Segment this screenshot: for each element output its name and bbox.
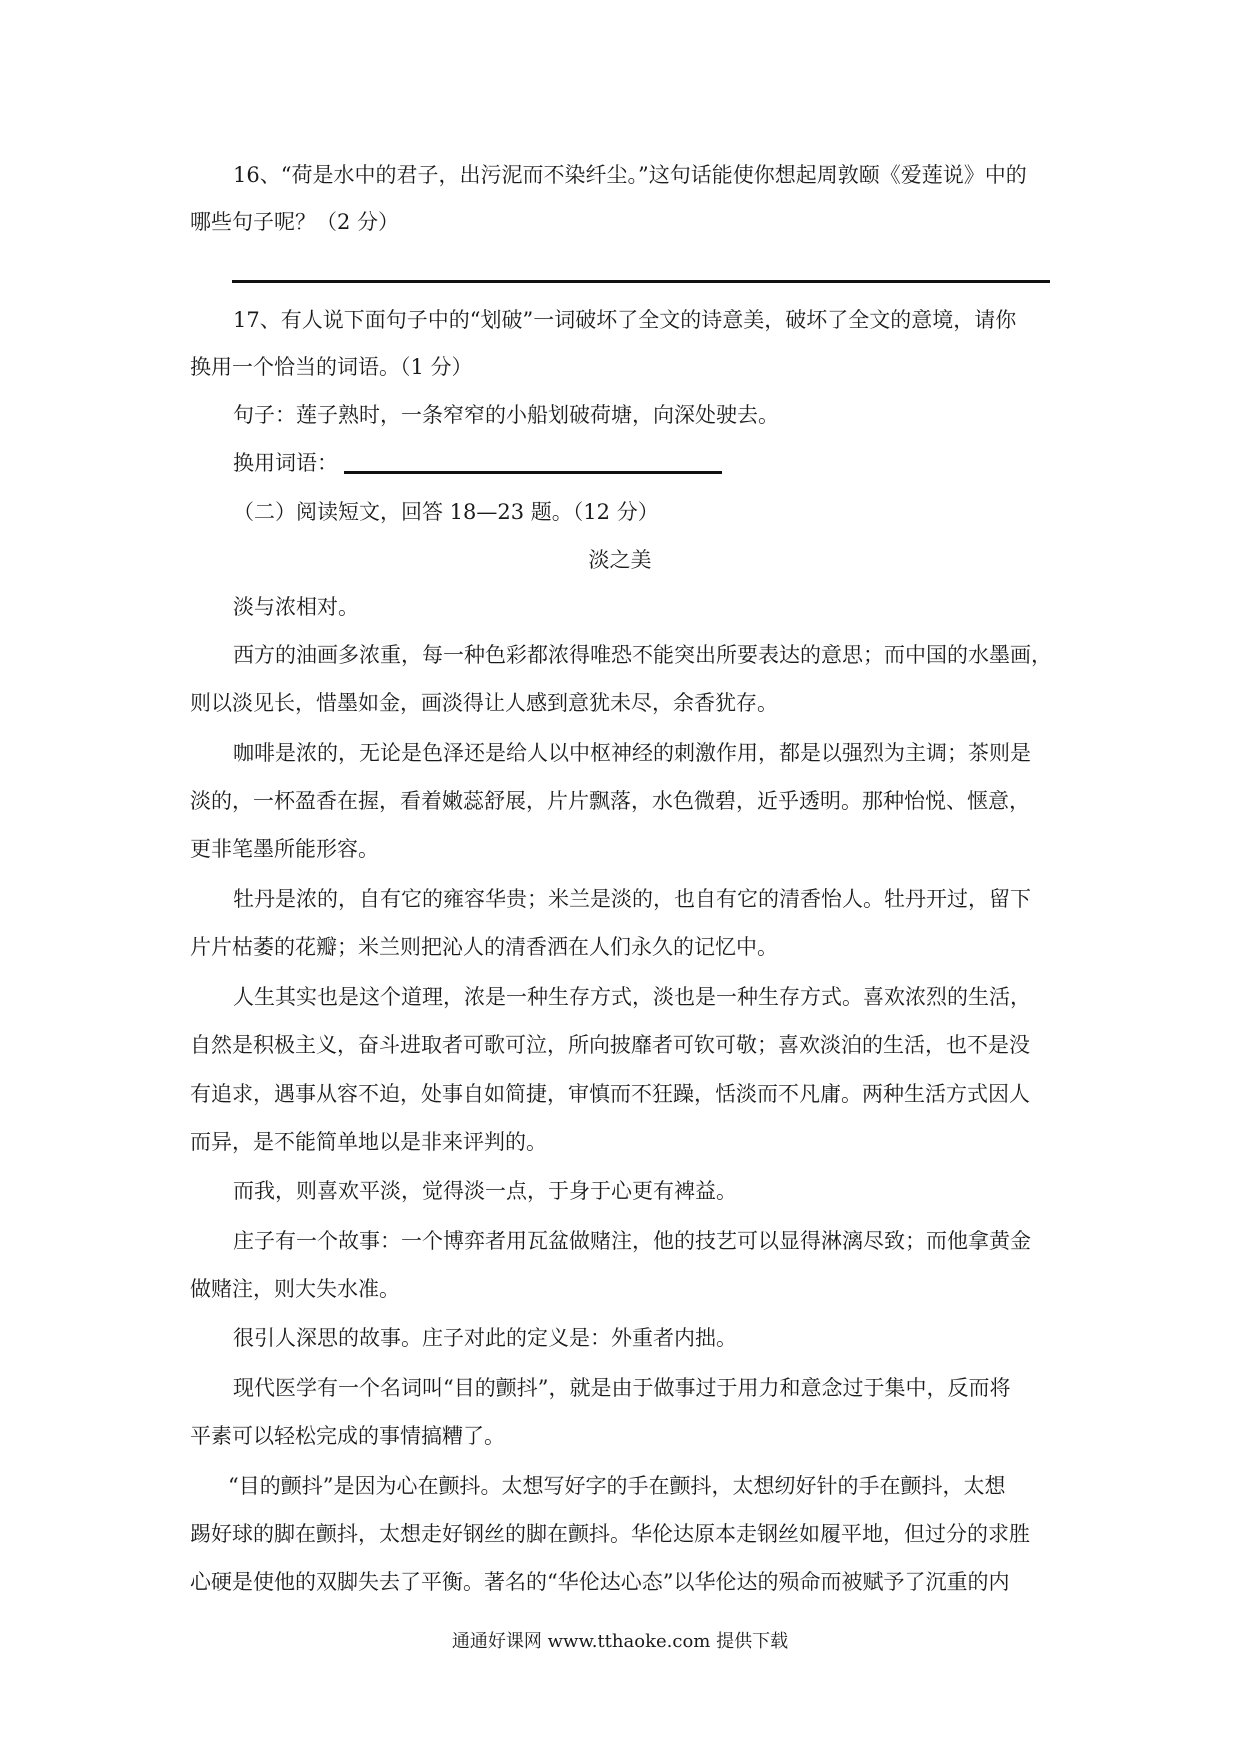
q17-line1: 17、有人说下面句子中的“划破”一词破坏了全文的诗意美，破坏了全文的意境，请你 xyxy=(233,308,1017,332)
paragraph-10-line2: 踢好球的脚在颤抖，太想走好钢丝的脚在颤抖。华伦达原本走钢丝如履平地，但过分的求胜 xyxy=(190,1522,1030,1546)
footer-text: 通通好课网 www.tthaoke.com 提供下载 xyxy=(451,1631,789,1652)
paragraph-5-line1: 人生其实也是这个道理，浓是一种生存方式，淡也是一种生存方式。喜欢浓烈的生活， xyxy=(233,985,1031,1009)
paragraph-4-line1: 牡丹是浓的，自有它的雍容华贵；米兰是淡的，也自有它的清香怡人。牡丹开过，留下 xyxy=(233,887,1031,911)
paragraph-2-line2: 则以淡见长，惜墨如金，画淡得让人感到意犹未尽，余香犹存。 xyxy=(190,691,778,715)
paragraph-5-line4: 而异，是不能简单地以是非来评判的。 xyxy=(190,1130,547,1154)
paragraph-6: 而我，则喜欢平淡，觉得淡一点，于身于心更有裨益。 xyxy=(233,1179,737,1203)
paragraph-10-line3: 心硬是使他的双脚失去了平衡。著名的“华伦达心态”以华伦达的殒命而被赋予了沉重的内 xyxy=(190,1570,1010,1594)
paragraph-3-line2: 淡的，一杯盈香在握，看着嫩蕊舒展，片片飘落，水色微碧，近乎透明。那种怡悦、惬意， xyxy=(190,789,1030,813)
q17-answer-line[interactable] xyxy=(344,471,722,474)
paragraph-4-line2: 片片枯萎的花瓣；米兰则把沁人的清香洒在人们永久的记忆中。 xyxy=(190,935,778,959)
q16-line1: 16、“荷是水中的君子，出污泥而不染纤尘。”这句话能使你想起周敦颐《爱莲说》中的 xyxy=(233,163,1027,187)
paragraph-7-line2: 做赌注，则大失水准。 xyxy=(190,1277,400,1301)
section-heading: （二）阅读短文，回答 18—23 题。（12 分） xyxy=(233,500,659,524)
paragraph-9-line2: 平素可以轻松完成的事情搞糟了。 xyxy=(190,1424,505,1448)
article-title: 淡之美 xyxy=(588,548,652,572)
paragraph-3-line3: 更非笔墨所能形容。 xyxy=(190,837,379,861)
q16-answer-line[interactable] xyxy=(232,280,1050,283)
paragraph-1: 淡与浓相对。 xyxy=(233,595,359,619)
paragraph-3-line1: 咖啡是浓的，无论是色泽还是给人以中枢神经的刺激作用，都是以强烈为主调；茶则是 xyxy=(233,741,1031,765)
q17-replace-row xyxy=(233,448,1050,478)
paragraph-5-line2: 自然是积极主义，奋斗进取者可歌可泣，所向披靡者可钦可敬；喜欢淡泊的生活，也不是没 xyxy=(190,1033,1030,1057)
q16-line2: 哪些句子呢？（2 分） xyxy=(190,210,400,234)
q17-line2: 换用一个恰当的词语。（1 分） xyxy=(190,355,473,379)
paragraph-8: 很引人深思的故事。庄子对此的定义是：外重者内拙。 xyxy=(233,1326,737,1350)
paragraph-5-line3: 有追求，遇事从容不迫，处事自如简捷，审慎而不狂躁，恬淡而不凡庸。两种生活方式因人 xyxy=(190,1082,1030,1106)
q17-sentence: 句子：莲子熟时，一条窄窄的小船划破荷塘，向深处驶去。 xyxy=(233,403,779,427)
paragraph-9-line1: 现代医学有一个名词叫“目的颤抖”，就是由于做事过于用力和意念过于集中，反而将 xyxy=(233,1376,1011,1400)
paragraph-10-line1: “目的颤抖”是因为心在颤抖。太想写好字的手在颤抖，太想纫好针的手在颤抖，太想 xyxy=(228,1474,1006,1498)
q17-replace-label: 换用词语： xyxy=(233,451,338,475)
paragraph-2-line1: 西方的油画多浓重，每一种色彩都浓得唯恐不能突出所要表达的意思；而中国的水墨画， xyxy=(233,643,1052,667)
paragraph-7-line1: 庄子有一个故事：一个博弈者用瓦盆做赌注，他的技艺可以显得淋漓尽致；而他拿黄金 xyxy=(233,1229,1031,1253)
